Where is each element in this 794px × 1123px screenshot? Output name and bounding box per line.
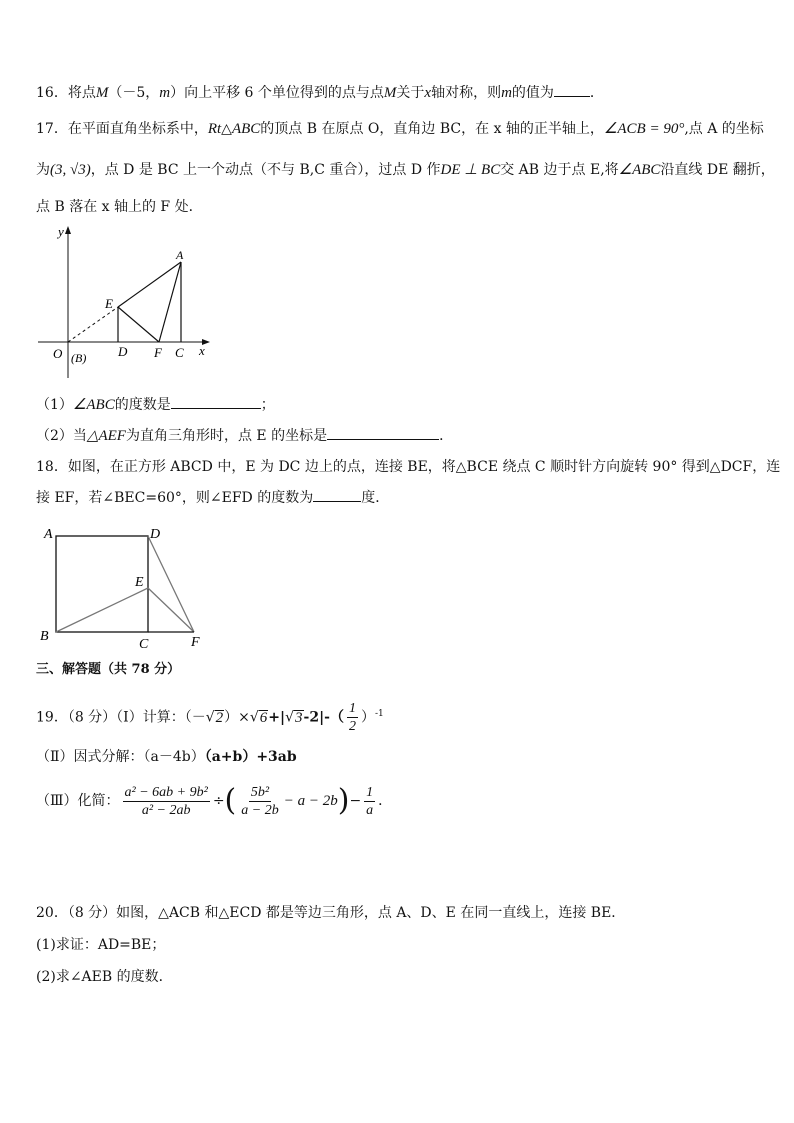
- q17-coordinate-figure: [30, 222, 220, 384]
- q19-part1: 19．（8 分）（Ⅰ）计算：（－√2）×√6+|√3-2|-（ $\frac{1}{2}$ ）$^{-1}$: [36, 701, 384, 734]
- answer-blank-18: [313, 487, 361, 502]
- label-e: E: [105, 296, 113, 311]
- q17-sub2: （2）当△AEF为直角三角形时，点 E 的坐标是 ．: [36, 425, 453, 446]
- left-paren: (: [224, 783, 237, 818]
- q17-line-1: 17．在平面直角坐标系中，Rt△ABC的顶点 B 在原点 O，直角边 BC，在 x 轴的正半轴上，∠ACB = 90°,点 A 的坐标: [36, 121, 764, 137]
- q20-line-2: (1)求证：AD=BE；: [36, 937, 166, 953]
- dashed-segment-oe: [68, 307, 118, 342]
- label-o: O: [53, 346, 63, 361]
- label-y: y: [58, 224, 64, 239]
- label-f: F: [191, 635, 200, 650]
- segment-df: [148, 536, 194, 632]
- fraction-one-half: $\frac{1}{2}$: [349, 701, 356, 734]
- segment-ea: [118, 262, 181, 307]
- q18-line-2: 接 EF，若∠BEC=60°，则∠EFD 的度数为 度．: [36, 487, 389, 508]
- q16-line: 16．将点M（－5，m）向上平移 6 个单位得到的点与点M关于x轴对称，则m的值为 ．: [36, 82, 604, 103]
- q18-line-1: 18．如图，在正方形 ABCD 中，E 为 DC 边上的点，连接 BE，将△BCE 绕点 C 顺时针方向旋转 90° 得到△DCF，连: [36, 459, 781, 475]
- q17-sub1: （1）∠ABC的度数是 ；: [36, 394, 275, 415]
- label-b: B: [40, 629, 49, 644]
- answer-blank-16: [554, 82, 590, 97]
- fraction-3: $\frac{1}{a}$: [366, 784, 374, 818]
- section-title: 三、解答题（共 78 分）: [36, 662, 181, 677]
- label-e: E: [135, 575, 144, 590]
- q18-square-figure: [36, 520, 216, 652]
- label-c: C: [139, 637, 149, 652]
- q20-line-1: 20．（8 分）如图，△ACB 和△ECD 都是等边三角形，点 A、D、E 在同一直线上，连接 BE．: [36, 905, 626, 921]
- q17-line-2: 为(3, √3)，点 D 是 BC 上一个动点（不与 B,C 重合），过点 D 作DE ⊥ BC交 AB 边于点 E,将∠ABC沿直线 DE 翻折，: [36, 162, 775, 178]
- label-x: x: [199, 343, 205, 358]
- sqrt-symbol: √: [285, 709, 295, 726]
- label-f: F: [154, 345, 162, 360]
- segment-ef: [148, 588, 194, 632]
- label-b: (B): [71, 351, 87, 365]
- label-a: A: [44, 527, 53, 542]
- label-c: C: [175, 345, 184, 360]
- fraction-1: $\frac{\text{a² − 6ab + 9b²}}{\text{a² − 2ab}}$: [124, 784, 208, 818]
- label-d: D: [118, 344, 128, 359]
- segment-fa: [159, 262, 181, 342]
- fraction-2: $\frac{\text{5b²}}{a - 2b}$: [241, 784, 279, 818]
- point-a-coord: (3, √3): [50, 162, 91, 178]
- q20-line-3: (2)求∠AEB 的度数．: [36, 969, 173, 985]
- label-a: A: [176, 248, 184, 262]
- q19-part3: （Ⅲ）化简： $\frac{\text{a² − 6ab + 9b²}}{\text{a² − 2ab}}$ ÷( $\frac{\text{5b²}}{a - 2b}$ − a − 2b)− $\frac{1}{a}$ ．: [36, 783, 393, 818]
- q17-line-3: 点 B 落在 x 轴上的 F 处．: [36, 199, 203, 215]
- segment-ef: [118, 307, 159, 342]
- answer-blank-17-2: [327, 425, 439, 440]
- sqrt-symbol: √: [205, 709, 215, 726]
- right-paren: ): [337, 783, 350, 818]
- q19-part2: （Ⅱ）因式分解：（a－4b）（a+b）+3ab: [36, 749, 297, 765]
- sqrt-symbol: √: [249, 709, 259, 726]
- answer-blank-17-1: [171, 394, 261, 409]
- label-d: D: [150, 527, 161, 542]
- y-axis-arrow: [65, 226, 71, 234]
- segment-be: [56, 588, 148, 632]
